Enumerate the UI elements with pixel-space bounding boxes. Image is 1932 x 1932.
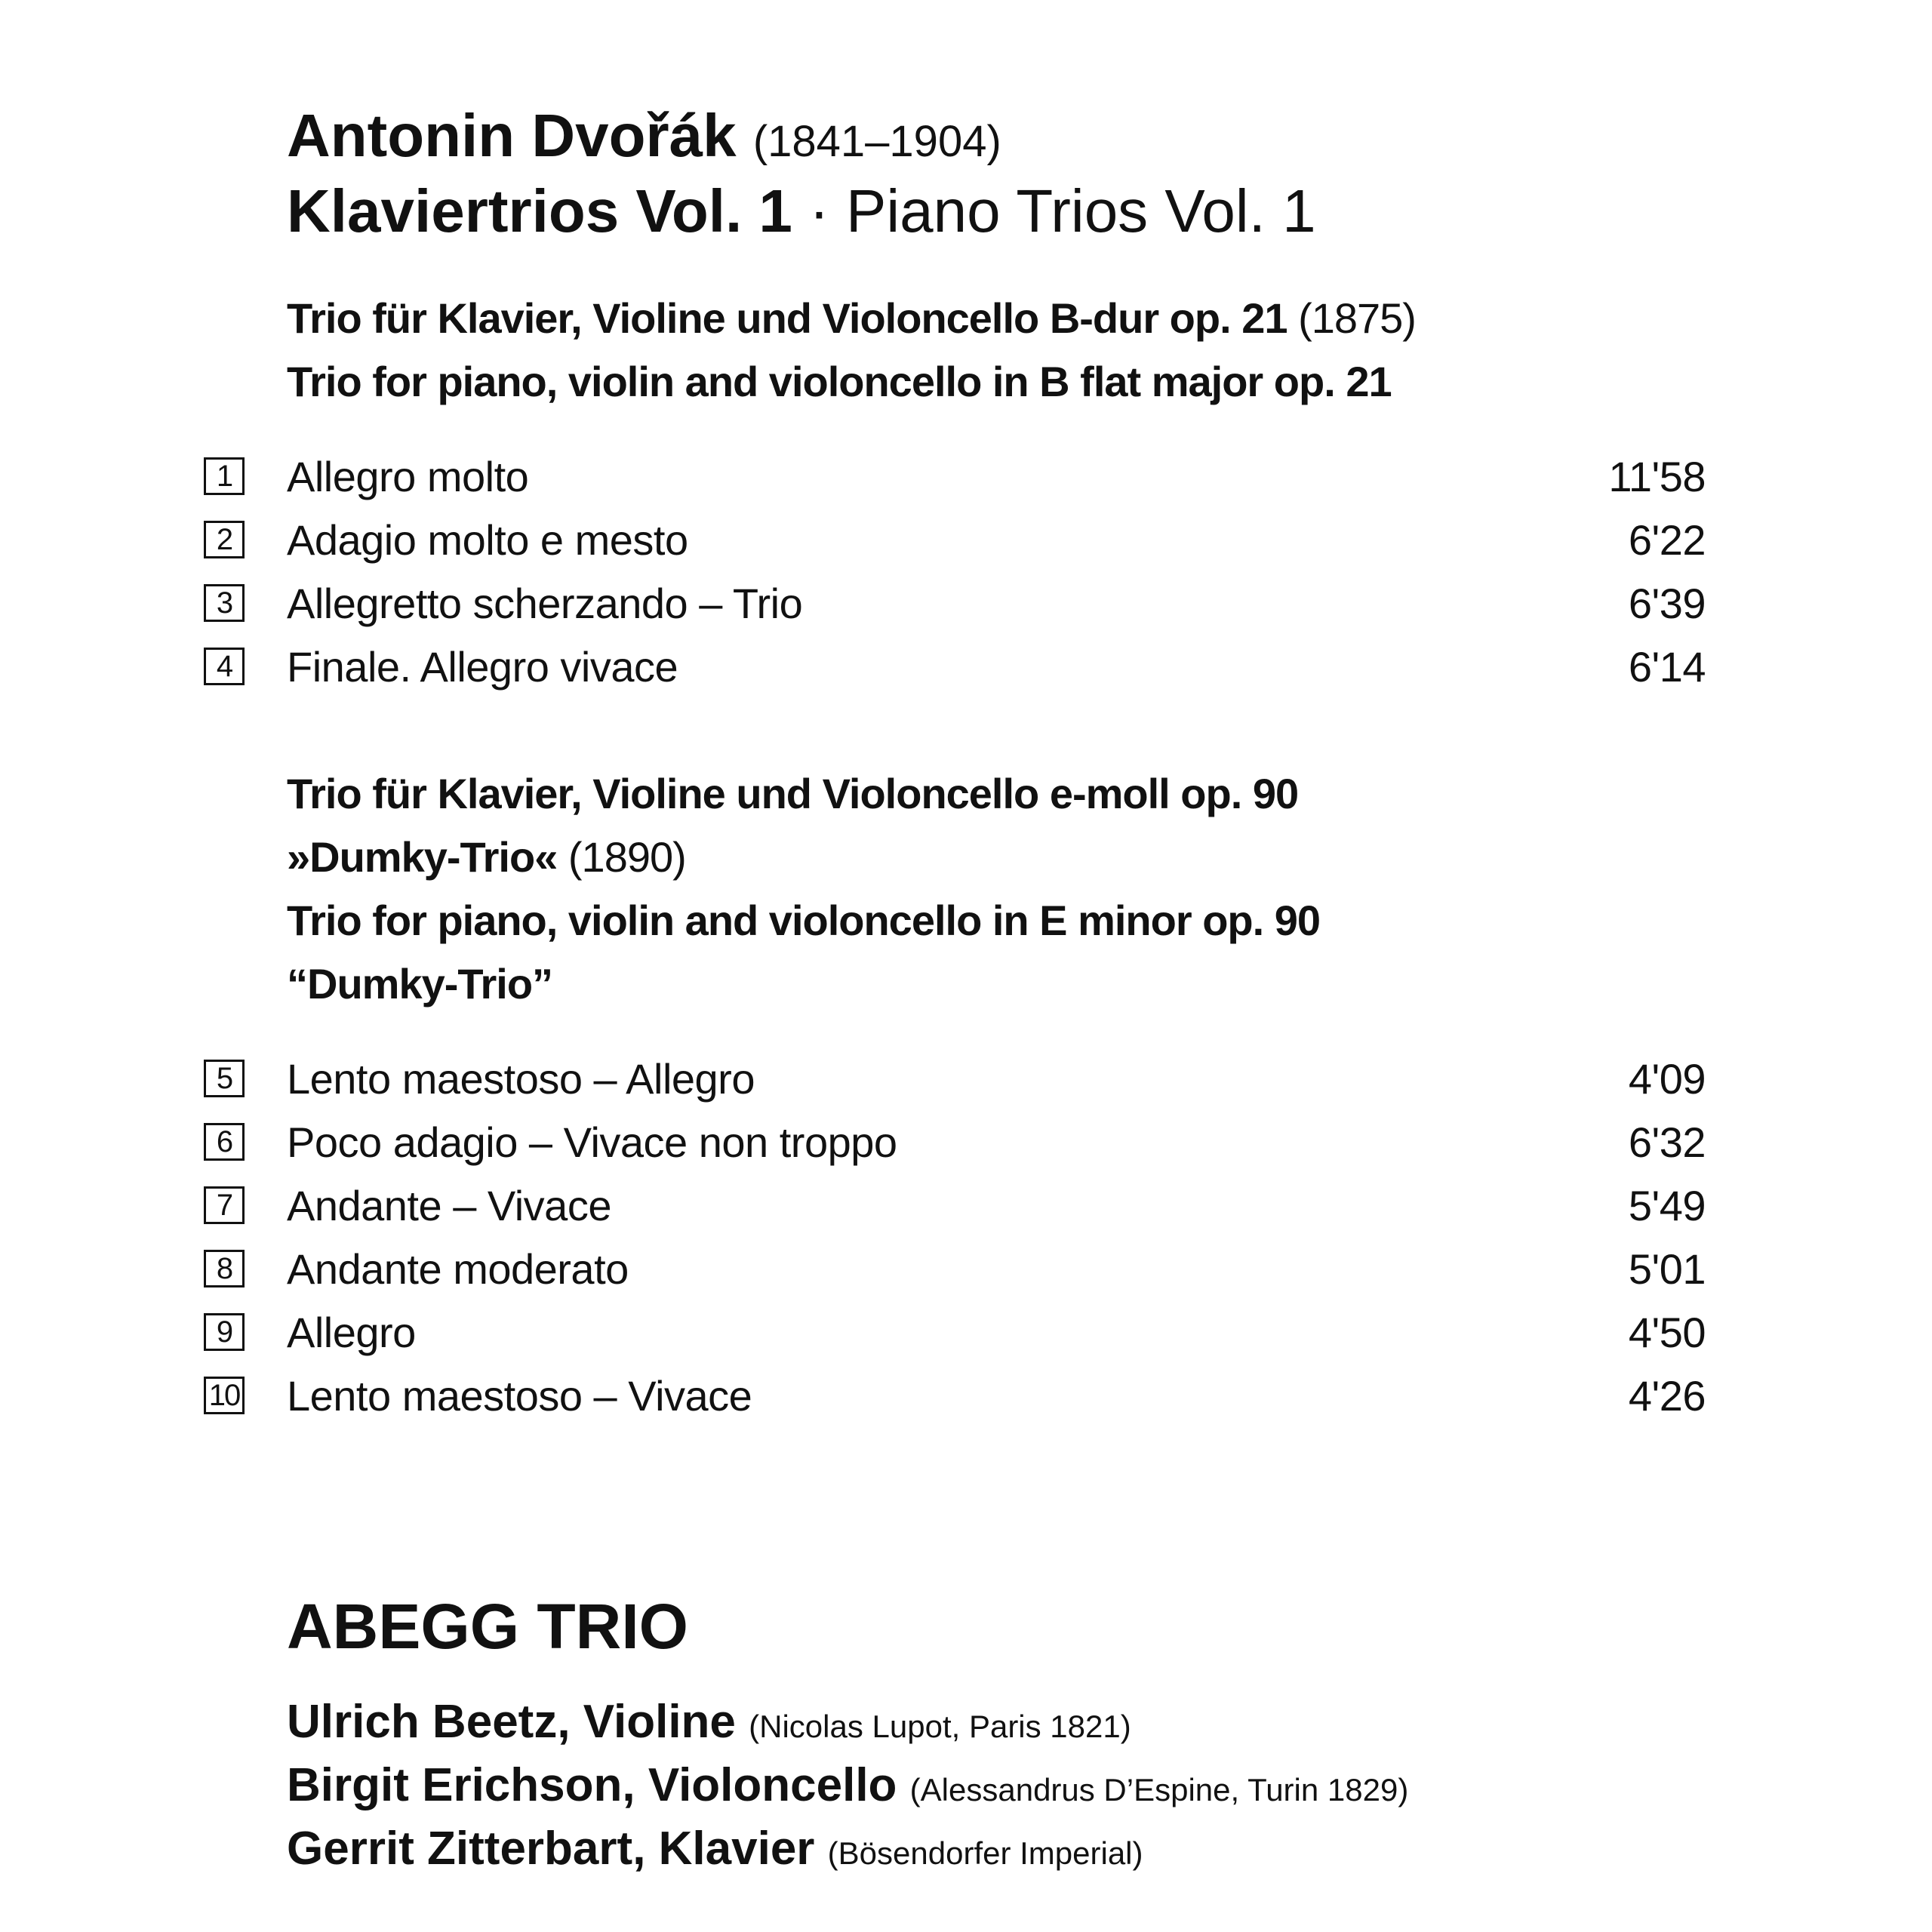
track-duration: 5'49 <box>1628 1182 1706 1229</box>
track-row <box>204 1174 1706 1238</box>
track-duration: 4'50 <box>1628 1309 1706 1356</box>
track-row <box>204 1048 1706 1111</box>
track-row <box>204 1238 1706 1301</box>
track-number: 9 <box>204 1313 245 1351</box>
instrument-note: (Bösendorfer Imperial) <box>827 1835 1143 1871</box>
track-duration: 4'26 <box>1628 1372 1706 1420</box>
track-duration: 11'58 <box>1608 453 1706 500</box>
track-row <box>204 445 1706 509</box>
track-title: Andante – Vivace <box>287 1182 611 1229</box>
track-duration: 4'09 <box>1628 1055 1706 1103</box>
musician-name-role: Ulrich Beetz, Violine <box>287 1696 736 1748</box>
track-number: 10 <box>204 1377 245 1414</box>
ensemble-name: ABEGG TRIO <box>287 1591 689 1662</box>
track-number: 6 <box>204 1123 245 1161</box>
track-title: Allegro molto <box>287 453 529 500</box>
track-duration: 6'14 <box>1628 643 1706 691</box>
musician-line <box>287 1817 1143 1885</box>
work-title-de: Trio für Klavier, Violine und Violoncello e-moll op. 90 <box>287 770 1299 817</box>
track-number: 5 <box>204 1060 245 1097</box>
composer-heading <box>287 98 1001 180</box>
track-number: 3 <box>204 584 245 622</box>
album-title-en: · Piano Trios Vol. 1 <box>792 177 1316 245</box>
track-title: Finale. Allegro vivace <box>287 643 678 691</box>
track-duration: 6'39 <box>1628 580 1706 627</box>
work-title-de: Trio für Klavier, Violine und Violoncello B-dur op. 21 <box>287 294 1287 342</box>
work-title-en: Trio for piano, violin and violoncello in E minor op. 90 <box>287 897 1321 944</box>
musician-line <box>287 1690 1131 1758</box>
musician-name-role: Gerrit Zitterbart, Klavier <box>287 1823 815 1875</box>
track-number: 2 <box>204 521 245 558</box>
track-number: 1 <box>204 457 245 495</box>
album-title <box>287 174 1316 249</box>
track-row <box>204 1364 1706 1428</box>
track-row <box>204 1301 1706 1364</box>
track-title: Adagio molto e mesto <box>287 516 688 564</box>
instrument-note: (Alessandrus D’Espine, Turin 1829) <box>909 1772 1409 1807</box>
work-year: (1890) <box>568 833 686 881</box>
track-duration: 6'32 <box>1628 1118 1706 1166</box>
work-heading-op90 <box>287 762 1320 1016</box>
musician-name-role: Birgit Erichson, Violoncello <box>287 1759 897 1811</box>
track-number: 4 <box>204 648 245 685</box>
track-title: Allegretto scherzando – Trio <box>287 580 803 627</box>
track-title: Lento maestoso – Allegro <box>287 1055 755 1103</box>
instrument-note: (Nicolas Lupot, Paris 1821) <box>749 1709 1131 1744</box>
musician-line <box>287 1754 1408 1822</box>
composer-dates: (1841–1904) <box>752 117 1001 166</box>
track-title: Lento maestoso – Vivace <box>287 1372 752 1420</box>
track-number: 8 <box>204 1250 245 1287</box>
work-title-en: Trio for piano, violin and violoncello in B flat major op. 21 <box>287 358 1392 405</box>
track-row <box>204 572 1706 635</box>
work-nickname-de: »Dumky-Trio« <box>287 833 558 881</box>
work-year: (1875) <box>1298 294 1416 342</box>
track-row <box>204 1111 1706 1174</box>
album-title-de: Klaviertrios Vol. 1 <box>287 177 792 245</box>
track-title: Andante moderato <box>287 1245 629 1293</box>
track-duration: 6'22 <box>1628 516 1706 564</box>
track-number: 7 <box>204 1186 245 1224</box>
track-row <box>204 635 1706 699</box>
work-heading-op21 <box>287 287 1416 414</box>
work-nickname-en: “Dumky-Trio” <box>287 960 553 1008</box>
composer-name: Antonin Dvořák <box>287 102 737 169</box>
track-duration: 5'01 <box>1628 1245 1706 1293</box>
track-row <box>204 509 1706 572</box>
track-title: Poco adagio – Vivace non troppo <box>287 1118 897 1166</box>
track-title: Allegro <box>287 1309 416 1356</box>
